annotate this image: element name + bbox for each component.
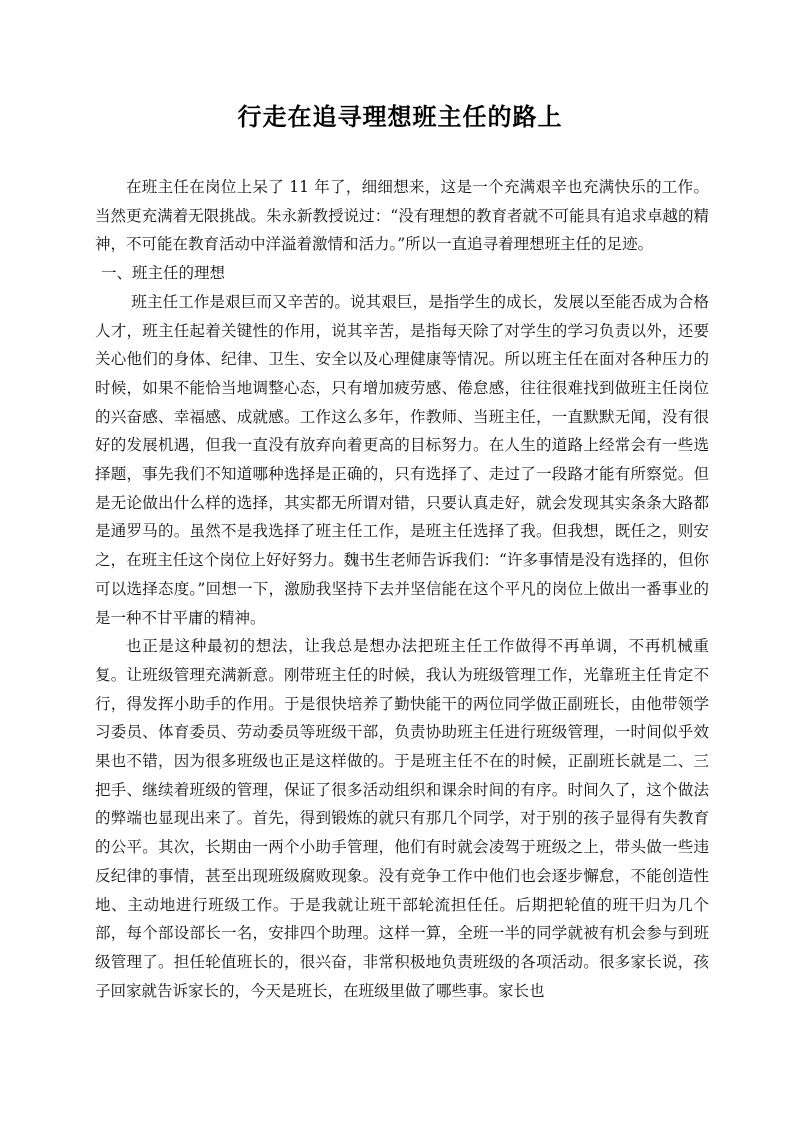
section-heading: 一、班主任的理想: [101, 264, 226, 283]
document-title: 行走在追寻理想班主任的路上: [237, 103, 563, 131]
document-body: [95, 173, 709, 1005]
paragraph-intro: 在班主任在岗位上呆了 11 年了，细细想来，这是一个充满艰辛也充满快乐的工作。当然更充满着无限挑战。朱永新教授说过：“没有理想的教育者就不可能具有追求卓越的精神，不可能在教育活动中洋溢着激情和活力。”所以一直追寻着理想班主任的足迹。: [95, 178, 709, 254]
paragraph-management: 也正是这种最初的想法，让我总是想办法把班主任工作做得不再单调，不再机械重复。让班级管理充满新意。刚带班主任的时候，我认为班级管理工作，光靠班主任肯定不行，得发挥小助手的作用。于是很快培养了勤快能干的两位同学做正副班长，由他带领学习委员、体育委员、劳动委员等班级干部，负责协助班主任进行班级管理，一时间似乎效果也不错，因为很多班级也正是这样做的。于是班主任不在的时候，正副班长就是二、三把手、继续着班级的管理，保证了很多活动组织和课余时间的有序。时间久了，这个做法的弊端也显现出来了。首先，得到锻炼的就只有那几个同学，对于别的孩子显得有失教育的公平。其次，长期由一两个小助手管理，他们有时就会凌驾于班级之上，带头做一些违反纪律的事情，甚至出现班级腐败现象。没有竞争工作中他们也会逐步懈怠，不能创造性地、主动地进行班级工作。于是我就让班干部轮流担任任。后期把轮值的班干归为几个部，每个部设部长一名，安排四个助理。这样一算，全班一半的同学就被有机会参与到班级管理了。担任轮值班长的，很兴奋，非常积极地负责班级的各项活动。很多家长说，孩子回家就告诉家长的，今天是班长，在班级里做了哪些事。家长也: [95, 637, 709, 1000]
paragraph-ideal: 班主任工作是艰巨而又辛苦的。说其艰巨，是指学生的成长，发展以至能否成为合格人才，班主任起着关键性的作用，说其辛苦，是指每天除了对学生的学习负责以外，还要关心他们的身体、纪律、卫生、安全以及心理健康等情况。所以班主任在面对各种压力的时候，如果不能恰当地调整心态，只有增加疲劳感、倦怠感，往往很难找到做班主任岗位的兴奋感、幸福感、成就感。工作这么多年，作教师、当班主任，一直默默无闻，没有很好的发展机遇，但我一直没有放弃向着更高的目标努力。在人生的道路上经常会有一些选择题，事先我们不知道哪种选择是正确的，只有选择了、走过了一段路才能有所察觉。但是无论做出什么样的选择，其实都无所谓对错，只要认真走好，就会发现其实条条大路都是通罗马的。虽然不是我选择了班主任工作，是班主任选择了我。但我想，既任之，则安之，在班主任这个岗位上好好努力。魏书生老师告诉我们：“许多事情是没有选择的，但你可以选择态度。”回想一下，激励我坚持下去并坚信能在这个平凡的岗位上做出一番事业的是一种不甘平庸的精神。: [95, 292, 709, 627]
